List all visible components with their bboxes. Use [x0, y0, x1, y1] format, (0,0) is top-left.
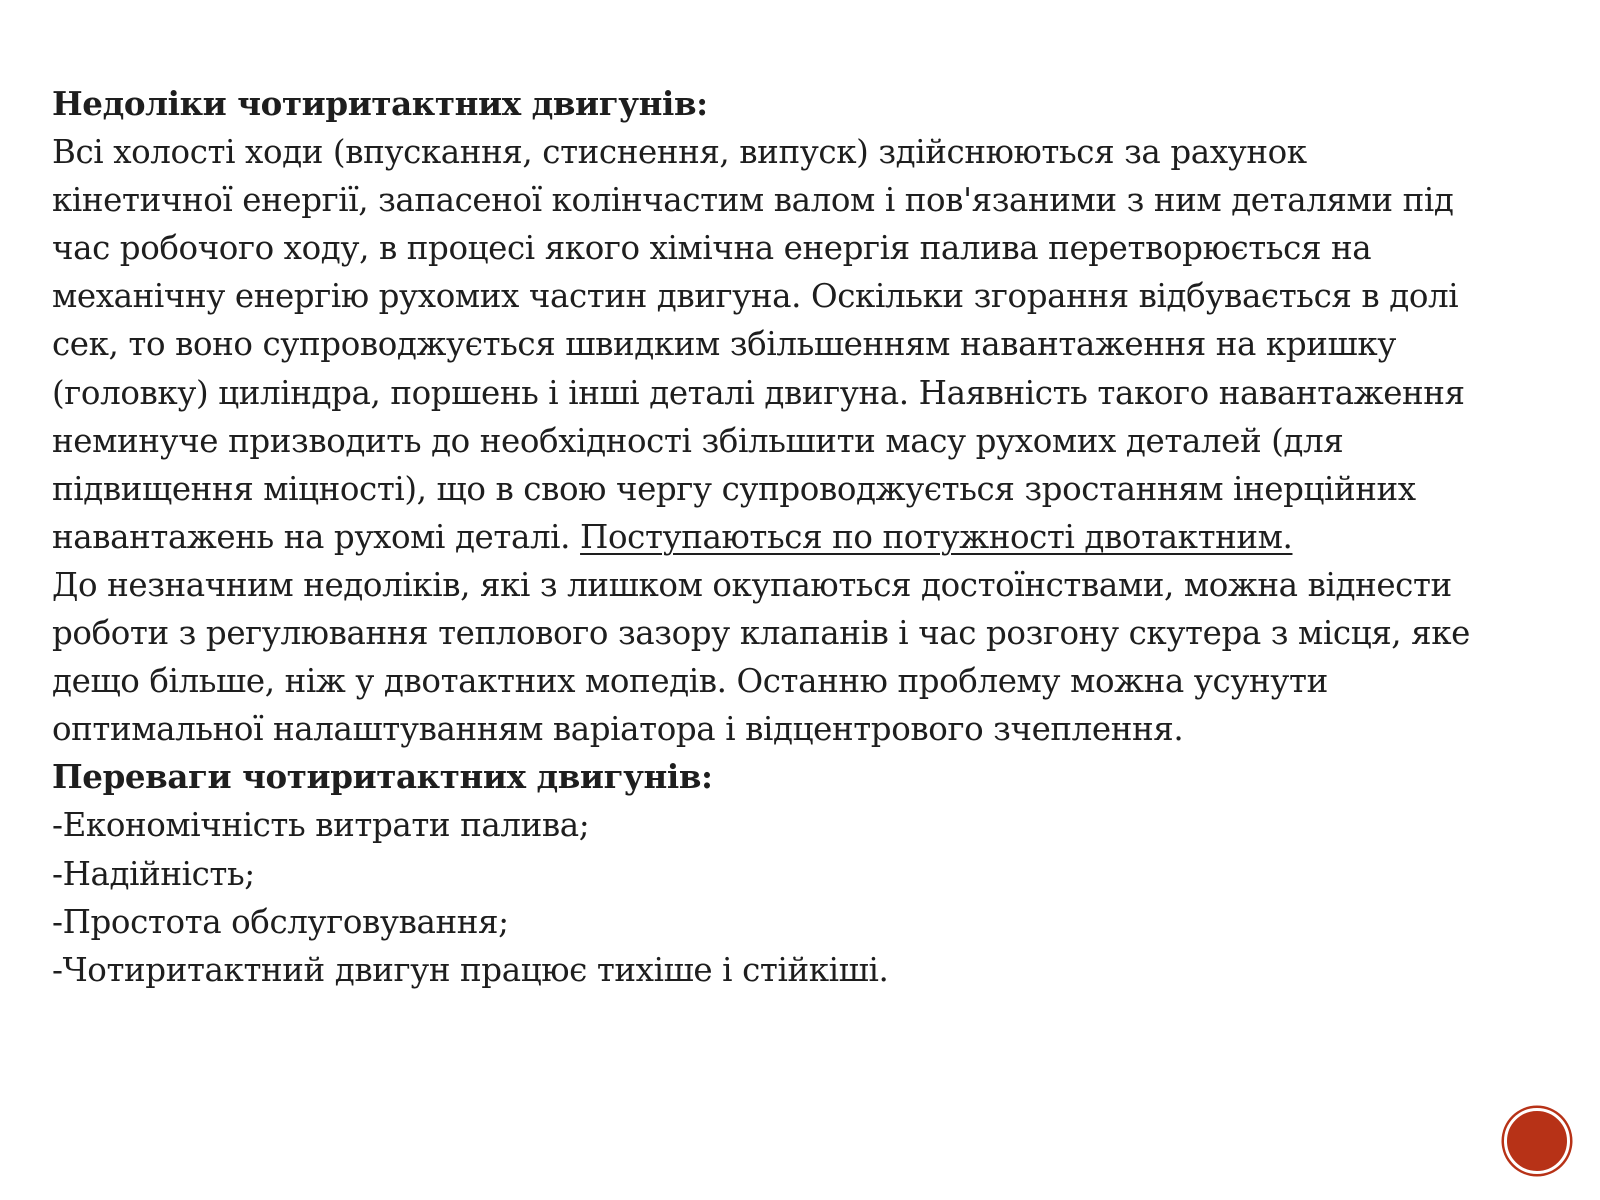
advantage-item: -Чотиритактний двигун працює тихіше і стійкіші.: [52, 950, 889, 989]
advantage-item: -Надійність;: [52, 854, 255, 893]
disadvantages-heading: Недоліки чотиритактних двигунів:: [52, 84, 708, 123]
circle-button-icon[interactable]: [1504, 1108, 1570, 1174]
disadvantages-paragraph-1: [52, 128, 1492, 561]
disadvantages-text: Всі холості ходи (впускання, стиснення, випуск) здійснюються за рахунок кінетичної енергії, запасеної колінчастим валом і пов'язаними з ним деталями під час робочого ходу, в процесі якого хімічна енергія палива перетворюється на механічну енергію рухомих частин двигуна. Оскільки згорання відбувається в долі сек, то воно супроводжується швидким збільшенням навантаження на кришку (головку) циліндра, поршень і інші деталі двигуна. Наявність такого навантаження неминуче призводить до необхідності збільшити масу рухомих деталей (для підвищення міцності), що в свою чергу супроводжується зростанням інерційних навантажень на рухомі деталі.: [52, 133, 1465, 556]
underlined-conclusion: Поступаються по потужності двотактним.: [580, 517, 1293, 556]
disadvantages-paragraph-2: До незначним недоліків, які з лишком окупаються достоїнствами, можна віднести роботи з регулювання теплового зазору клапанів і час розгону скутера з місця, яке дещо більше, ніж у двотактних мопедів. Останню проблему можна усунути оптимальної налаштуванням варіатора і відцентрового зчеплення.: [52, 565, 1471, 749]
advantage-item: -Економічність витрати палива;: [52, 806, 590, 845]
advantages-heading: Переваги чотиритактних двигунів:: [52, 757, 713, 797]
advantage-item: -Простота обслуговування;: [52, 902, 509, 941]
slide-content: [52, 80, 1492, 994]
